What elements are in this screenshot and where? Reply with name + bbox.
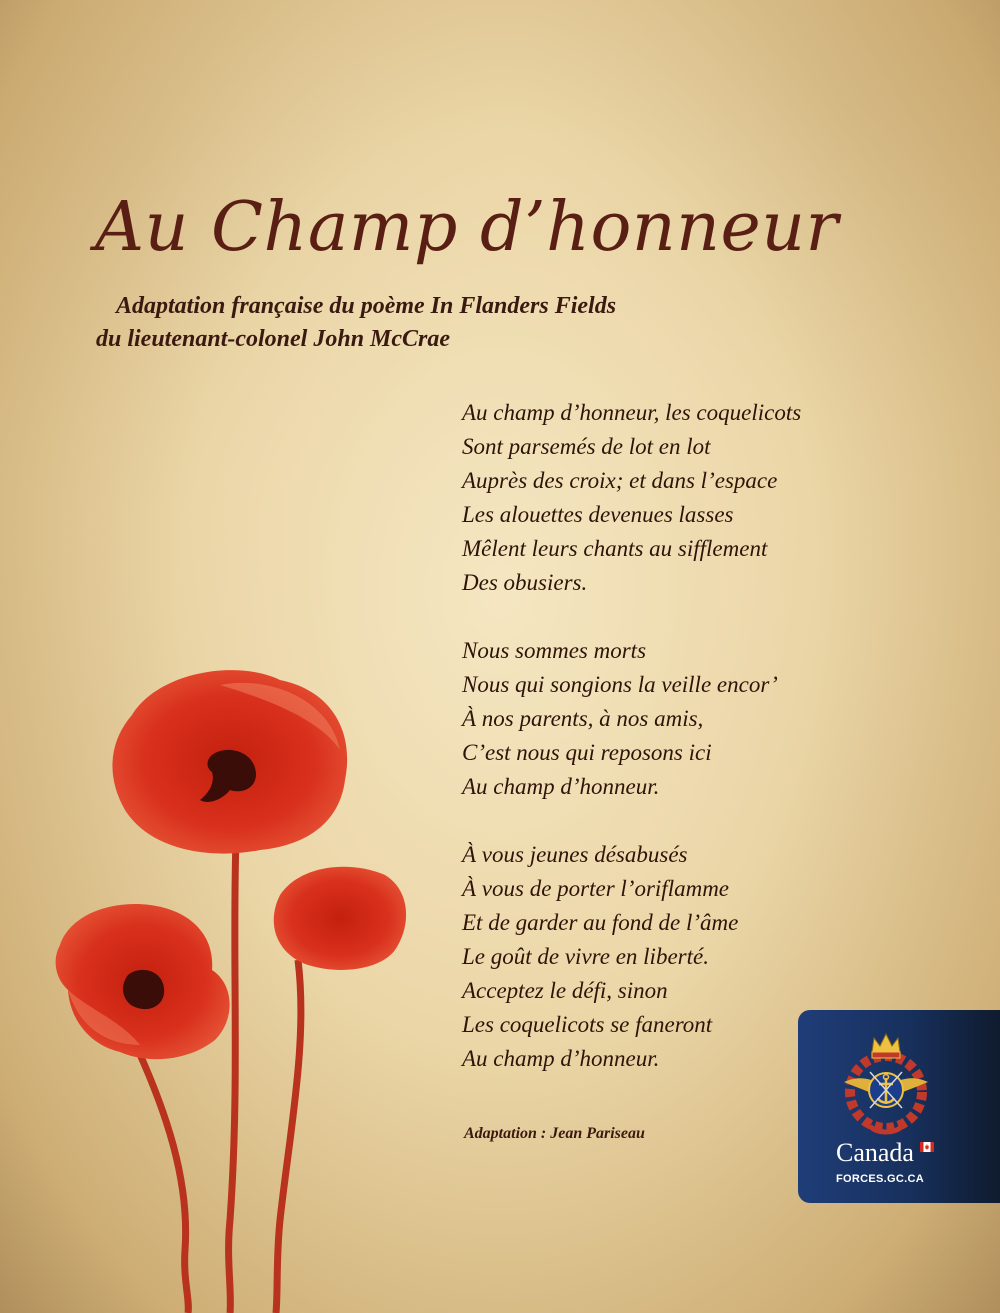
stanza-2 — [462, 634, 882, 804]
poem-line: Au champ d’honneur, les coquelicots — [462, 400, 802, 425]
poem-line: Des obusiers. — [462, 570, 588, 595]
poem-line: À vous jeunes désabusés — [462, 842, 688, 867]
poem-line: Les coquelicots se faneront — [462, 1012, 713, 1037]
adaptation-credit: Adaptation : Jean Pariseau — [464, 1125, 645, 1142]
canada-flag-icon — [920, 1142, 934, 1152]
poppy-illustration — [40, 660, 420, 1313]
poem-body — [462, 396, 882, 1110]
poem-line: À vous de porter l’oriflamme — [462, 876, 730, 901]
poem-line: À nos parents, à nos amis, — [462, 706, 704, 731]
poem-line: Au champ d’honneur. — [462, 774, 660, 799]
poem-line: Mêlent leurs chants au sifflement — [462, 536, 768, 561]
poem-line: Nous qui songions la veille encor’ — [462, 672, 778, 697]
canadian-forces-crest-icon — [836, 1022, 936, 1142]
poem-line: Acceptez le défi, sinon — [462, 978, 668, 1003]
canada-wordmark: Canada — [836, 1138, 914, 1167]
poem-line: Au champ d’honneur. — [462, 1046, 660, 1071]
poem-line: C’est nous qui reposons ici — [462, 740, 712, 765]
canadian-forces-badge — [798, 1010, 1000, 1203]
poem-line: Sont parsemés de lot en lot — [462, 434, 711, 459]
stanza-1 — [462, 396, 882, 600]
poem-subtitle — [96, 290, 616, 356]
poppy-stem — [138, 1050, 188, 1313]
poem-line: Les alouettes devenues lasses — [462, 502, 734, 527]
subtitle-line-2: du lieutenant-colonel John McCrae — [96, 326, 451, 352]
poem-line: Et de garder au fond de l’âme — [462, 910, 739, 935]
poppy-stem — [276, 960, 301, 1313]
poem-line: Le goût de vivre en liberté. — [462, 944, 709, 969]
poem-line: Nous sommes morts — [462, 638, 647, 663]
poem-title: Au Champ d’honneur — [95, 188, 839, 267]
poppy-flower — [274, 867, 406, 970]
forces-url: FORCES.GC.CA — [836, 1173, 924, 1185]
poppy-stem — [229, 840, 236, 1313]
poem-line: Auprès des croix; et dans l’espace — [462, 468, 778, 493]
poppy-center — [123, 970, 164, 1009]
subtitle-line-1: Adaptation française du poème In Flanders Fields — [116, 293, 617, 319]
